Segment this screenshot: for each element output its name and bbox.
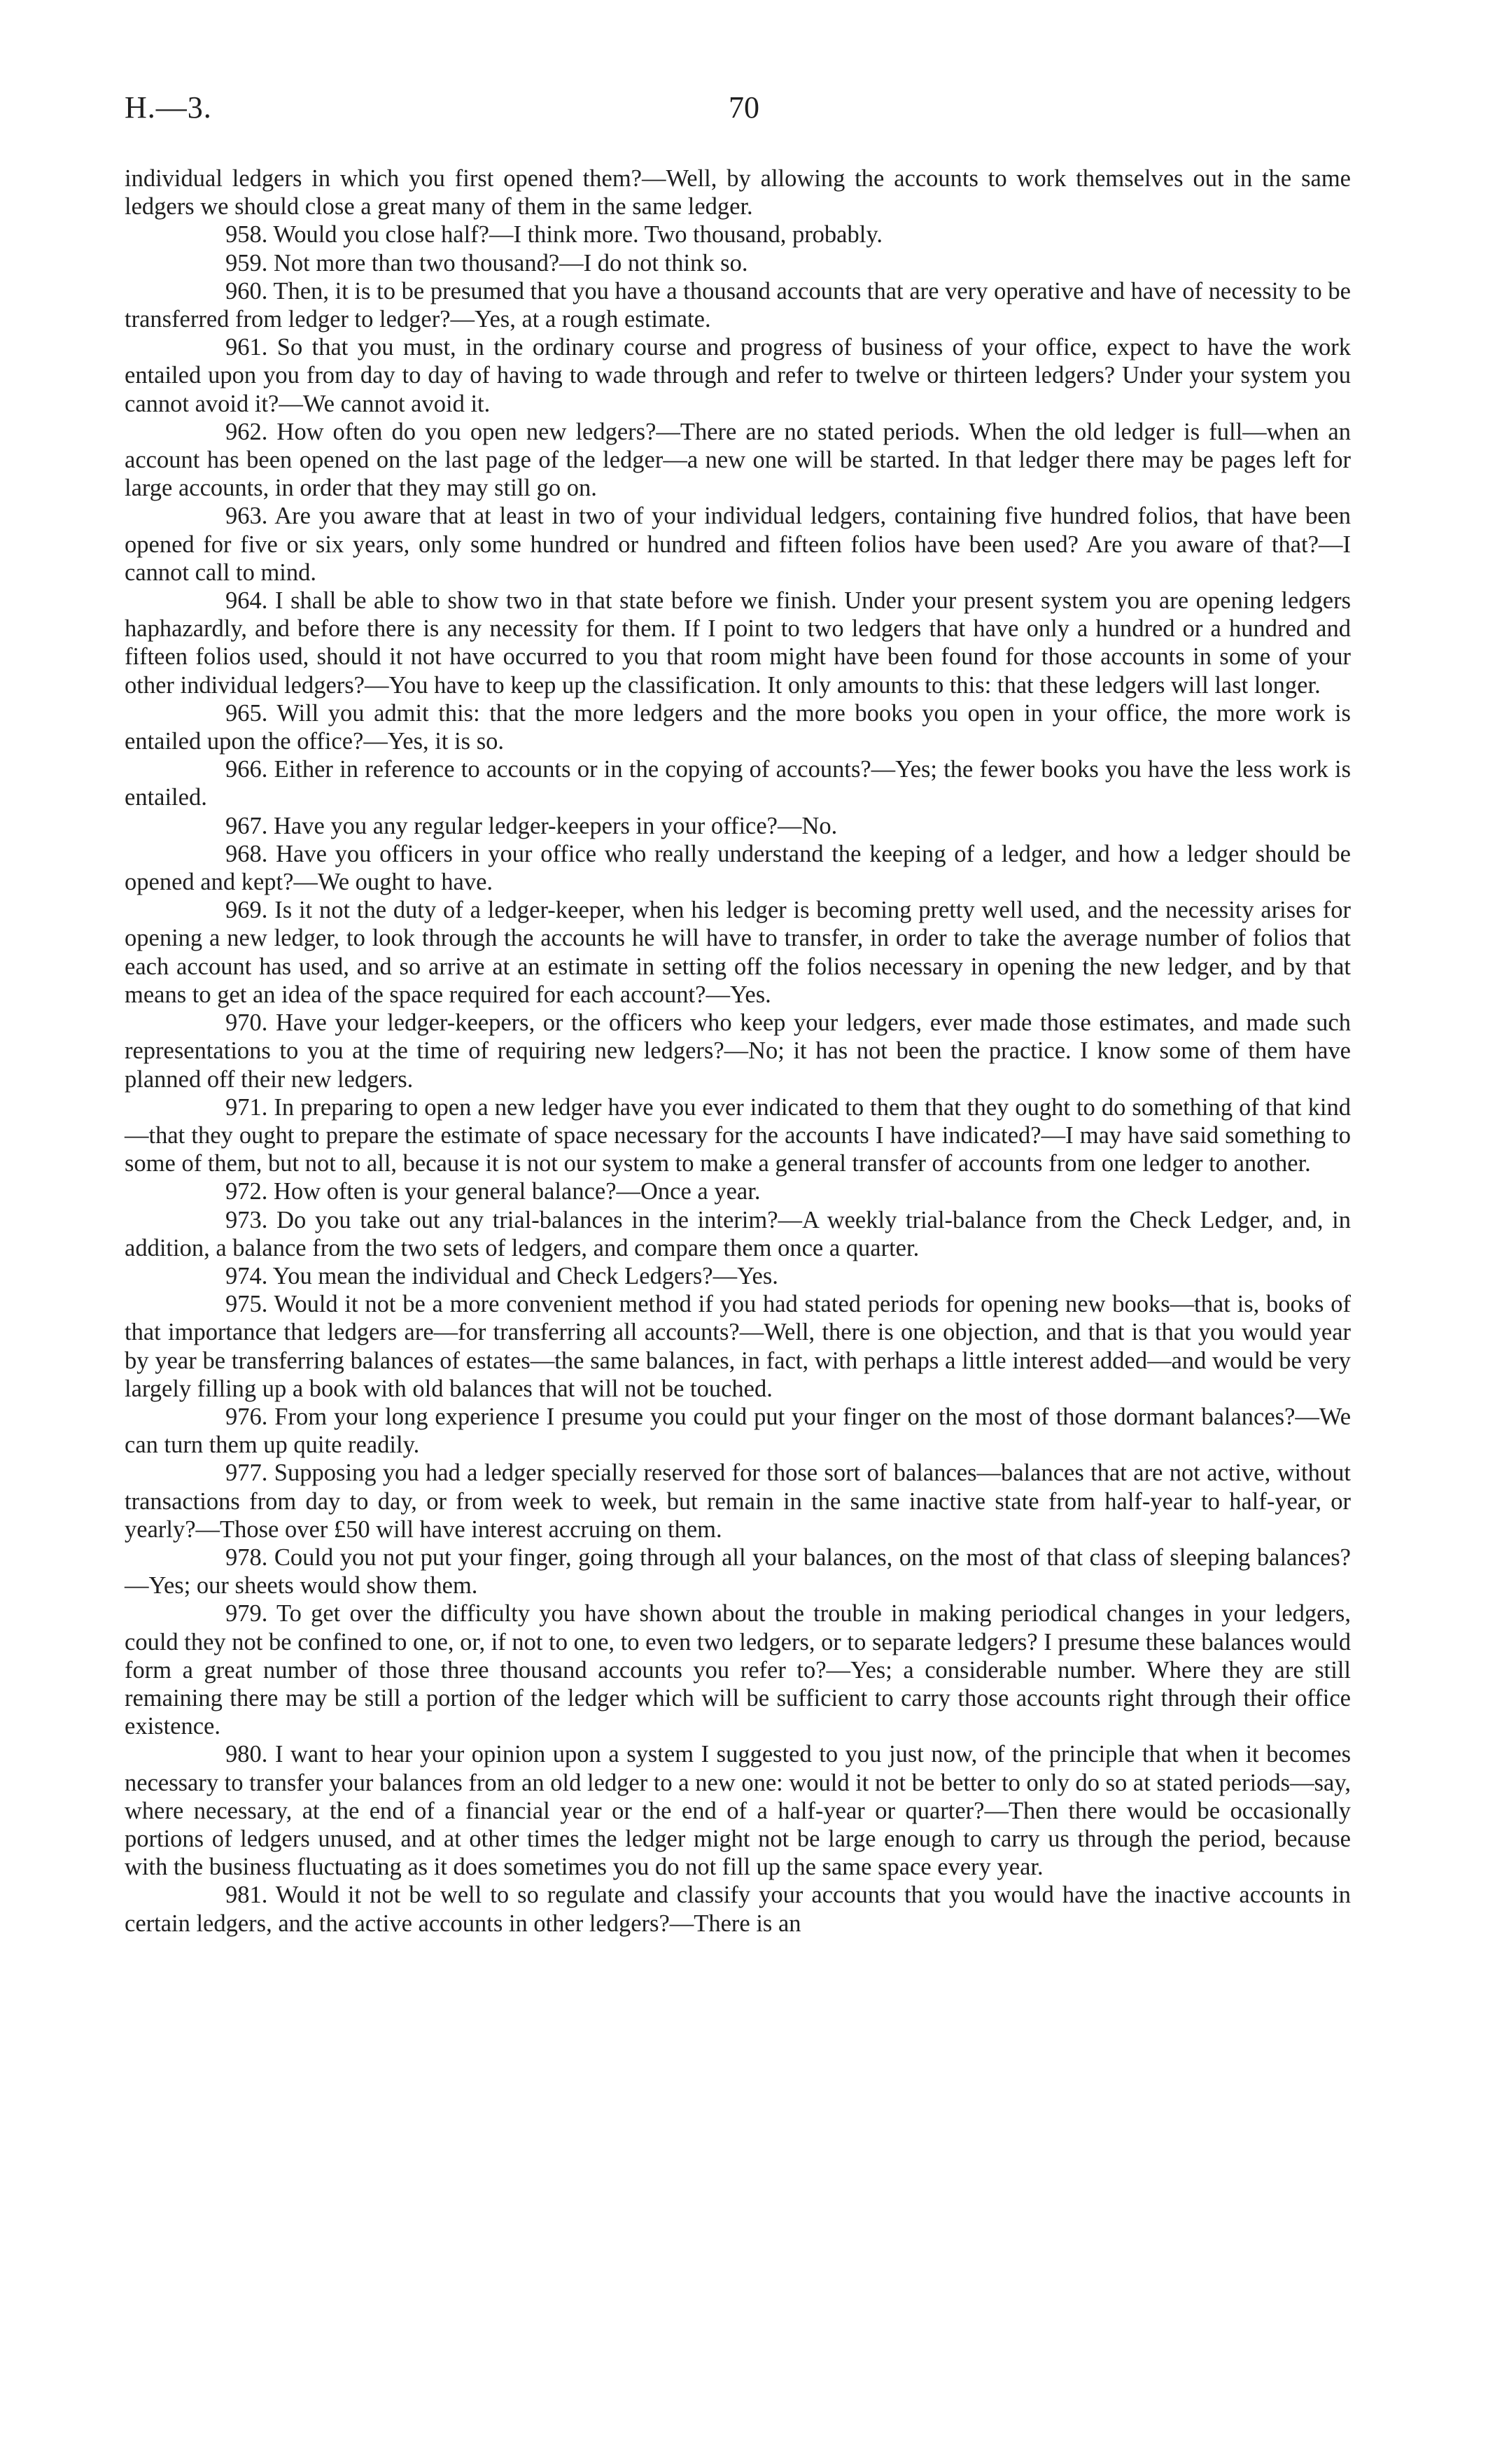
question-text: Will you admit this: that the more ledgers and the more books you open in your office, the more work is entailed upon the office?—Yes, it is so. [125,699,1351,755]
question-paragraph [125,1177,1351,1205]
question-paragraph [125,1740,1351,1881]
question-number: 972. [225,1178,268,1205]
question-text: Would it not be well to so regulate and classify your accounts that you would have the inactive accounts in certain ledgers, and the active accounts in other ledgers?—There is an [125,1882,1351,1937]
question-text: I shall be able to show two in that state before we finish. Under your present system you are opening ledgers haphazardly, and before there is any necessity for them. If I point to two ledgers that have only a hundred or a hundred and fifteen folios used, should it not have occurred to you that room might have been found for those accounts in some of your other individual ledgers?—You have to keep up the classification. It only amounts to this: that these ledgers will last longer. [125,587,1352,699]
question-paragraph [125,1459,1351,1544]
question-paragraph [125,1093,1351,1178]
question-paragraph [125,1009,1351,1093]
page-number: 70 [729,90,759,125]
page-header [125,90,1363,139]
question-text: In preparing to open a new ledger have you ever indicated to them that they ought to do something of that kind—that they ought to prepare the estimate of space necessary for the accounts I have indicated?—I may have said something to some of them, but not to all, because it is not our system to make a general transfer of accounts from one ledger to another. [125,1093,1352,1177]
question-text: Then, it is to be presumed that you have a thousand accounts that are very operative and have of necessity to be transferred from ledger to ledger?—Yes, at a rough estimate. [125,277,1351,333]
question-text: Do you take out any trial-balances in the interim?—A weekly trial-balance from the Check Ledger, and, in addition, a balance from the two sets of ledgers, and compare them once a quarter. [125,1206,1352,1261]
question-text: Supposing you had a ledger specially reserved for those sort of balances—balances that are not active, without transactions from day to day, or from week to week, but remain in the same inactive state from half-year to half-year, or yearly?—Those over £50 will have interest accruing on them. [125,1460,1352,1543]
question-number: 966. [225,756,268,783]
question-number: 967. [225,812,268,839]
question-paragraph [125,333,1351,418]
question-text: Not more than two thousand?—I do not think so. [274,249,748,276]
question-paragraph [125,277,1351,333]
question-paragraph [125,220,1351,248]
question-number: 971. [225,1093,268,1121]
question-paragraph [125,699,1351,755]
question-number: 981. [225,1882,268,1909]
question-number: 963. [225,503,268,530]
question-text: You mean the individual and Check Ledgers?—Yes. [272,1262,778,1289]
question-number: 978. [225,1544,268,1571]
question-paragraph [125,755,1351,811]
question-number: 962. [225,418,268,445]
question-text: How often do you open new ledgers?—There are no stated periods. When the old ledger is full—when an account has been opened on the last page of the ledger—a new one will be started. In that ledger there may be pages left for large accounts, in order that they may still go on. [125,418,1351,502]
question-number: 979. [225,1600,268,1628]
question-text: Is it not the duty of a ledger-keeper, when his ledger is becoming pretty well used, and the necessity arises for opening a new ledger, to look through the accounts he will have to transfer, in order to take the average number of folios that each account has used, and so arrive at an estimate in setting off the folios necessary in opening the new ledger, and by that means to get an idea of the space required for each account?—Yes. [125,897,1351,1008]
question-number: 961. [225,334,268,361]
question-text: How often is your general balance?—Once a year. [274,1178,761,1205]
question-number: 968. [225,840,268,867]
question-text: To get over the difficulty you have shown about the trouble in making periodical changes in your ledgers, could they not be confined to one, or, if not to one, to even two ledgers, or to separate ledgers? I presume these balances would form a great number of those three thousand accounts you refer to?—Yes; a considerable number. Where they are still remaining there may be still a portion of the ledger which will be sufficient to carry those accounts right through their office existence. [125,1600,1351,1740]
question-paragraph [125,418,1351,503]
question-text: Would it not be a more convenient method if you had stated periods for opening new books—that is, books of that importance that ledgers are—for transferring all accounts?—Well, there is one objection, and that is that you would year by year be transferring balances of estates—the same balances, in fact, with perhaps a little interest added—and would be very largely filling up a book with old balances that will not be touched. [125,1291,1351,1402]
question-number: 974. [225,1262,268,1289]
question-paragraph [125,502,1351,587]
question-paragraph [125,249,1351,277]
question-text: Have you officers in your office who really understand the keeping of a ledger, and how a ledger should be opened and kept?—We ought to have. [125,840,1351,896]
question-number: 960. [225,277,268,304]
question-number: 958. [225,221,268,248]
question-paragraph [125,812,1351,840]
question-number: 959. [225,249,268,276]
question-number: 973. [225,1206,268,1233]
question-text: Could you not put your finger, going through all your balances, on the most of that class of sleeping balances?—Yes; our sheets would show them. [125,1544,1351,1600]
question-text: Either in reference to accounts or in the copying of accounts?—Yes; the fewer books you have the less work is entailed. [125,756,1351,811]
question-number: 965. [225,699,268,727]
question-text: From your long experience I presume you could put your finger on the most of those dormant balances?—We can turn them up quite readily. [125,1403,1352,1459]
question-number: 976. [225,1403,268,1430]
question-paragraph [125,1881,1351,1937]
question-paragraph [125,1544,1351,1600]
question-paragraph [125,1600,1351,1740]
question-paragraph [125,1403,1351,1459]
question-paragraph [125,896,1351,1009]
document-reference: H.—3. [125,90,212,125]
question-paragraph [125,1206,1351,1262]
question-text: Would you close half?—I think more. Two thousand, probably. [273,221,883,248]
question-text: I want to hear your opinion upon a system I suggested to you just now, of the principle that when it becomes necessary to transfer your balances from an old ledger to a new one: would it not be better to only do so at stated periods—say, where necessary, at the end of a financial year or the end of a half-year or quarter?—Then there would be occasionally portions of ledgers unused, and at other times the ledger might not be large enough to carry us through the period, because with the business fluctuating as it does sometimes you do not fill up the same space every year. [125,1741,1352,1881]
question-paragraph [125,840,1351,896]
question-number: 970. [225,1009,268,1037]
evidence-text [125,164,1351,1938]
question-number: 980. [225,1741,268,1768]
question-text: Have you any regular ledger-keepers in your office?—No. [274,812,838,839]
question-text: Have your ledger-keepers, or the officers who keep your ledgers, ever made those estimates, and made such representations to you at the time of requiring new ledgers?—No; it has not been the practice. I know some of them have planned off their new ledgers. [125,1009,1351,1093]
question-paragraph [125,1262,1351,1290]
question-text: Are you aware that at least in two of your individual ledgers, containing five hundred folios, that have been opened for five or six years, only some hundred or hundred and fifteen folios have been used? Are you aware of that?—I cannot call to mind. [125,503,1351,586]
question-paragraph [125,587,1351,699]
question-number: 969. [225,897,268,924]
question-number: 964. [225,587,268,615]
continuation-paragraph: individual ledgers in which you first opened them?—Well, by allowing the accounts to work themselves out in the same ledgers we should close a great many of them in the same ledger. [125,165,1351,220]
question-text: So that you must, in the ordinary course and progress of business of your office, expect to have the work entailed upon you from day to day of having to wade through and refer to twelve or thirteen ledgers? Under your system you cannot avoid it?—We cannot avoid it. [125,334,1351,417]
question-number: 977. [225,1460,268,1487]
question-paragraph [125,1290,1351,1403]
question-number: 975. [225,1291,268,1318]
